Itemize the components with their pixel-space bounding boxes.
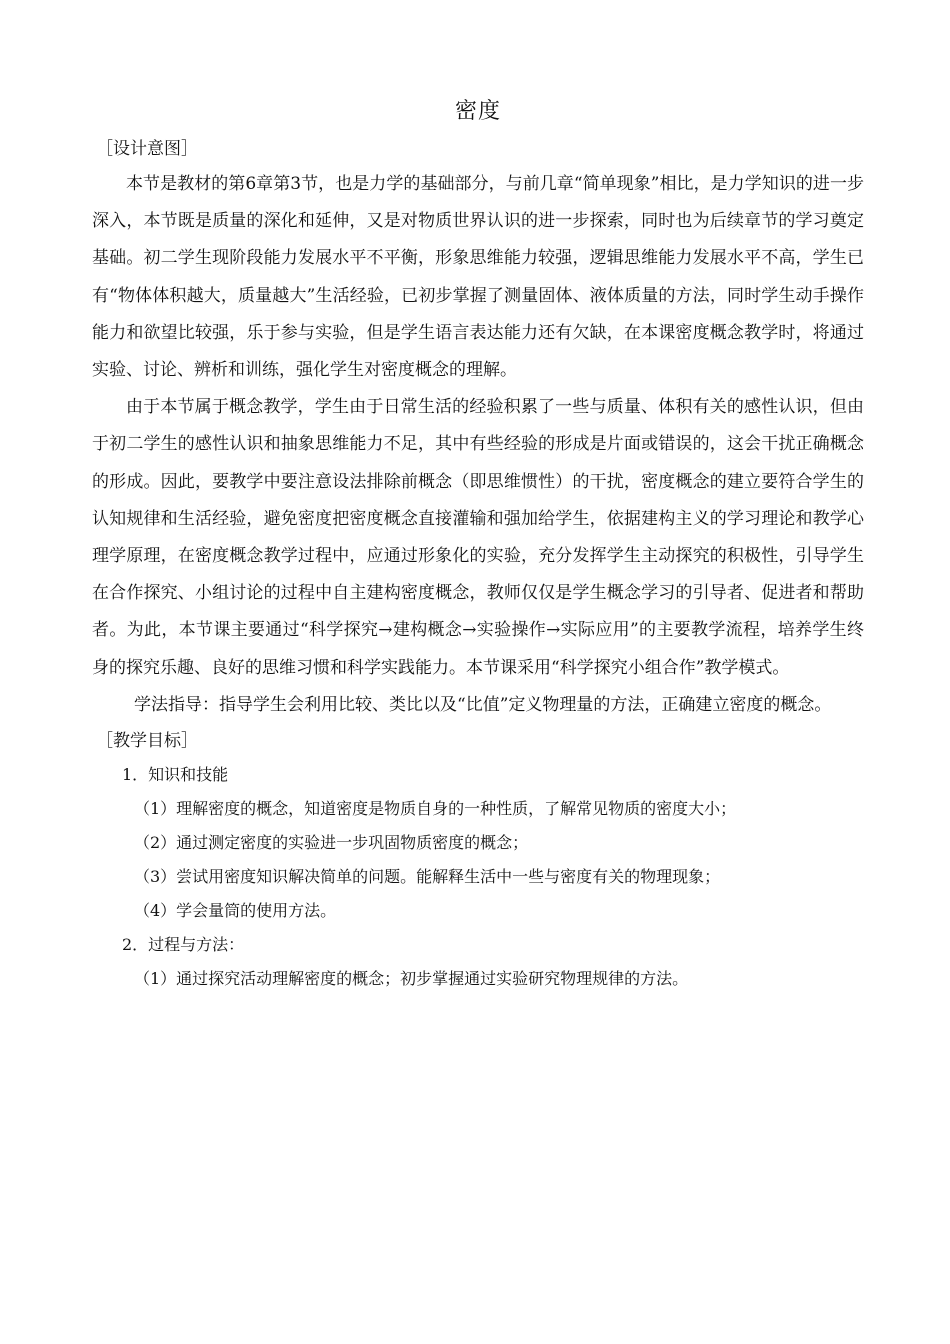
- goal-knowledge-skills-title: 1．知识和技能: [122, 765, 229, 785]
- goal-knowledge-item: （4）学会量筒的使用方法。: [134, 901, 337, 921]
- teaching-goals-heading: ［教学目标］: [96, 731, 198, 752]
- document-title: 密度: [454, 99, 501, 124]
- goal-knowledge-item: （3）尝试用密度知识解决简单的问题。能解释生活中一些与密度有关的物理现象；: [134, 867, 721, 887]
- design-intent-paragraph-2: 由于本节属于概念教学，学生由于日常生活的经验积累了一些与质量、体积有关的感性认识，但由于初二学生的感性认识和抽象思维能力不足，其中有些经验的形成是片面或错误的，这会干扰正确概念的形成。因此，要教学中要注意设法排除前概念（即思维惯性）的干扰，密度概念的建立要符合学生的认知规律和生活经验，避免密度把密度概念直接灌输和强加给学生，依据建构主义的学习理论和教学心理学原理，在密度概念教学过程中，应通过形象化的实验，充分发挥学生主动探究的积极性，引导学生在合作探究、小组讨论的过程中自主建构密度概念，教师仅仅是学生概念学习的引导者、促进者和帮助者。为此，本节课主要通过“科学探究→建构概念→实验操作→实际应用”的主要教学流程，培养学生终身的探究乐趣、良好的思维习惯和科学实践能力。本节课采用“科学探究小组合作”教学模式。: [92, 397, 864, 678]
- learning-method-paragraph: 学法指导：指导学生会利用比较、类比以及“比值”定义物理量的方法，正确建立密度的概念。: [134, 694, 832, 715]
- goal-process-item: （1）通过探究活动理解密度的概念；初步掌握通过实验研究物理规律的方法。: [134, 969, 689, 989]
- design-intent-heading: ［设计意图］: [96, 139, 198, 159]
- goal-process-method-title: 2．过程与方法：: [122, 935, 245, 955]
- goal-knowledge-item: （1）理解密度的概念，知道密度是物质自身的一种性质，了解常见物质的密度大小；: [134, 799, 737, 819]
- goal-knowledge-item: （2）通过测定密度的实验进一步巩固物质密度的概念；: [134, 833, 529, 853]
- design-intent-paragraph-1: 本节是教材的第6章第3节，也是力学的基础部分，与前几章“简单现象”相比，是力学知识的进一步深入，本节既是质量的深化和延伸，又是对物质世界认识的进一步探索，同时也为后续章节的学习奠定基础。初二学生现阶段能力发展水平不平衡，形象思维能力较强，逻辑思维能力发展水平不高，学生已有“物体体积越大，质量越大”生活经验，已初步掌握了测量固体、液体质量的方法，同时学生动手操作能力和欲望比较强，乐于参与实验，但是学生语言表达能力还有欠缺，在本课密度概念教学时，将通过实验、讨论、辨析和训练，强化学生对密度概念的理解。: [92, 174, 864, 381]
